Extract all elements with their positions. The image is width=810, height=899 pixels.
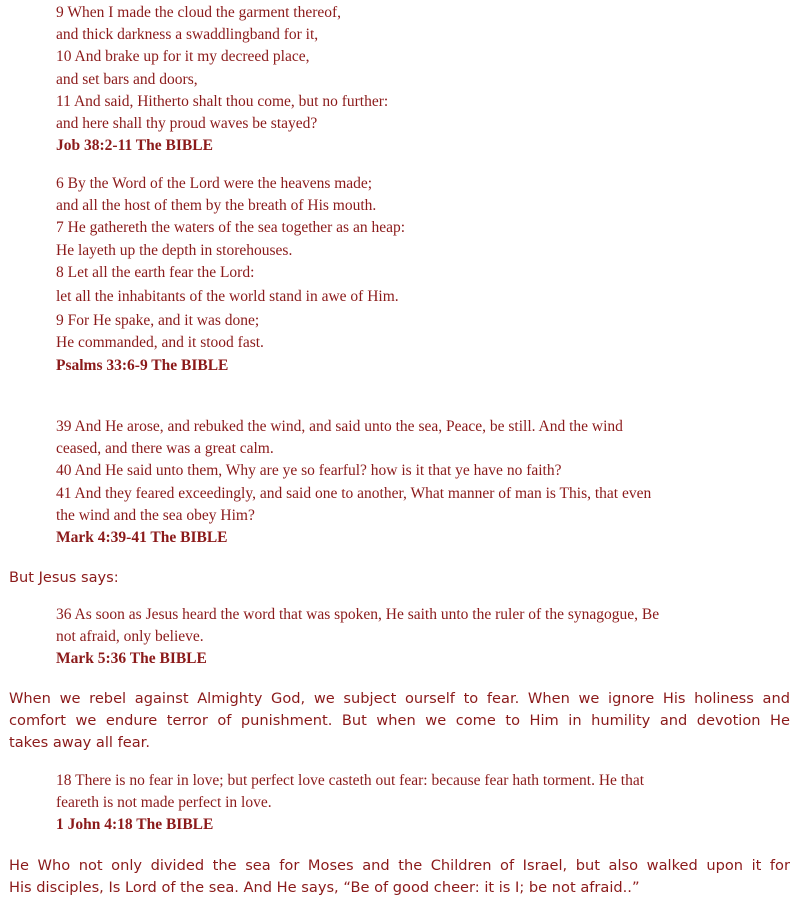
verse-line: 41 And they feared exceedingly, and said one to another, What manner of man is This, that even (56, 484, 652, 502)
verse-line: 9 For He spake, and it was done; (56, 312, 260, 330)
prose-line: When we rebel against Almighty God, we subject ourself to fear. When we ignore His holiness and (9, 690, 790, 707)
verse-line: not afraid, only believe. (56, 628, 204, 646)
verse-line: 36 As soon as Jesus heard the word that was spoken, He saith unto the ruler of the synagogue, Be (56, 606, 660, 623)
prose-line: His disciples, Is Lord of the sea. And He says, “Be of good cheer: it is I; be not afraid..” (9, 879, 640, 897)
verse-line: the wind and the sea obey Him? (56, 506, 255, 524)
verse-line: ceased, and there was a great calm. (56, 440, 274, 458)
commentary-paragraph (9, 688, 790, 755)
scripture-quote-job (56, 2, 796, 157)
scripture-reference: Psalms 33:6-9 The BIBLE (56, 356, 229, 374)
verse-line: and set bars and doors, (56, 70, 198, 88)
prose-line: comfort we endure terror of punishment. But when we come to Him in humility and devotion He (9, 712, 790, 730)
prose-line: But Jesus says: (9, 569, 119, 586)
prose-line: He Who not only divided the sea for Moses and the Children of Israel, but also walked upon it for (9, 857, 790, 874)
intro-line (9, 567, 790, 589)
scripture-reference: Job 38:2-11 The BIBLE (56, 137, 213, 155)
verse-line: and all the host of them by the breath of His mouth. (56, 197, 377, 215)
scripture-reference: Mark 4:39-41 The BIBLE (56, 529, 228, 547)
verse-line: He layeth up the depth in storehouses. (56, 241, 293, 259)
verse-line: 6 By the Word of the Lord were the heavens made; (56, 175, 373, 192)
prose-line: takes away all fear. (9, 734, 150, 752)
scripture-quote-mark-5 (56, 604, 796, 671)
verse-line: feareth is not made perfect in love. (56, 794, 272, 812)
verse-line: and thick darkness a swaddlingband for it, (56, 26, 319, 44)
verse-line: 18 There is no fear in love; but perfect love casteth out fear: because fear hath torment. He that (56, 772, 645, 789)
scripture-reference: Mark 5:36 The BIBLE (56, 650, 207, 668)
verse-line: He commanded, and it stood fast. (56, 334, 264, 352)
scripture-quote-mark-4 (56, 416, 796, 549)
scripture-quote-1-john (56, 770, 796, 837)
scripture-reference: 1 John 4:18 The BIBLE (56, 816, 214, 834)
verse-line: 7 He gathereth the waters of the sea together as an heap: (56, 219, 406, 237)
verse-line: 39 And He arose, and rebuked the wind, and said unto the sea, Peace, be still. And the wind (56, 418, 623, 435)
verse-line: 8 Let all the earth fear the Lord: (56, 263, 255, 281)
verse-line: 11 And said, Hitherto shalt thou come, but no further: (56, 92, 389, 110)
closing-paragraph (9, 855, 790, 899)
verse-line: let all the inhabitants of the world stand in awe of Him. (56, 288, 399, 306)
verse-line: 40 And He said unto them, Why are ye so fearful? how is it that ye have no faith? (56, 462, 562, 480)
verse-line: and here shall thy proud waves be stayed? (56, 115, 318, 133)
verse-line: 9 When I made the cloud the garment thereof, (56, 4, 342, 21)
verse-line: 10 And brake up for it my decreed place, (56, 48, 310, 66)
scripture-quote-psalms (56, 173, 796, 377)
